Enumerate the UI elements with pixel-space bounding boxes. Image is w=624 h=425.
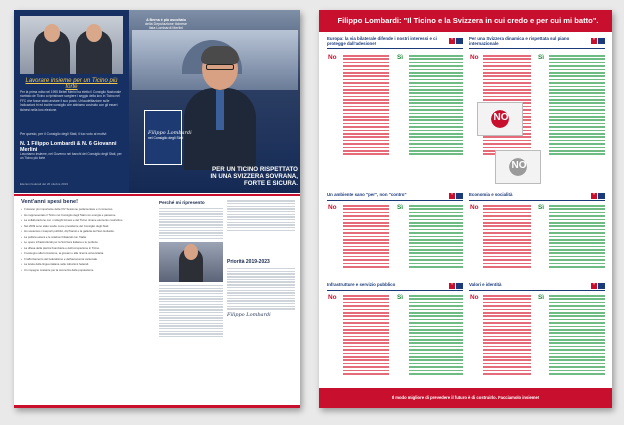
section-rule xyxy=(327,200,463,201)
no-stamp-grey-icon xyxy=(495,150,541,184)
candidate-portrait xyxy=(184,48,254,168)
no-list xyxy=(343,54,389,157)
no-list xyxy=(343,204,389,269)
achievement-item: • La collaborazione con i colleghi ticinesi e del Ticino rimane elemento costruttivo. xyxy=(21,219,151,223)
achievement-item: • Ho sostenuto i trasporti pubblici, AlpTransit e la galleria del San Gottardo. xyxy=(21,230,151,234)
hero-info-panel xyxy=(14,10,129,193)
hero-claim: PER UN TICINO RISPETTATO IN UNA SVIZZERA SOVRANA, FORTE E SICURA. xyxy=(210,166,298,187)
closing-signature: Filippo Lombardi xyxy=(227,311,271,318)
section-rule xyxy=(469,290,605,291)
candidate-head xyxy=(44,24,60,42)
election-date: Elezioni federali del 20 ottobre 2019 xyxy=(20,182,68,186)
signature-name: Filippo Lombardi xyxy=(148,130,192,136)
flyer-front-page xyxy=(14,10,300,408)
si-label: Sì xyxy=(538,204,545,211)
achievement-item: • La tutela della lingua italiana nelle istituzioni federali. xyxy=(21,263,151,267)
column-vent-anni xyxy=(21,199,151,274)
swiss-flags-icon xyxy=(591,283,605,289)
vote-subtext: Lavoriamo insieme, nel Governo nei banchi del Consiglio degli Stati, per un Ticino più forte xyxy=(20,152,122,161)
intro-text: Per la prima volta nel 1995 Bebel Merini ha eletto il Consiglio Nazionale ricettato de Ticino a ripristinare sceglere i seggio della loro in Ticino nel FFC che fosse stato avviare il suo posto. Un'audelitazione sulle Indicazioni tri ed inoltre consiglio che abbiamo costruito con gli esseri ticinesi nella loro elezione. xyxy=(20,90,121,112)
no-stamp-icon xyxy=(477,102,523,136)
flyer-back-page xyxy=(319,10,612,408)
title-banner xyxy=(319,10,612,32)
swiss-flags-icon xyxy=(591,193,605,199)
swiss-flags-icon xyxy=(449,193,463,199)
tagline-line-2: della Deputazione ticinese xyxy=(145,22,187,26)
si-label: Sì xyxy=(538,294,545,301)
no-label: No xyxy=(328,204,337,211)
candidate-head xyxy=(86,24,102,42)
achievement-item: • Ho rappresentato il Ticino nel Consiglio degli Stati con energia e passione. xyxy=(21,214,151,218)
section-valori-title: Valori e identità xyxy=(469,282,502,287)
no-label: No xyxy=(328,294,337,301)
page-title: Filippo Lombardi: "Il Ticino e la Svizzera in cui credo e per cui mi batto". xyxy=(337,16,599,25)
section-svizzera-title: Per una Svizzera dinamica e rispettata sul piano internazionale xyxy=(469,36,570,47)
bottom-red-bar xyxy=(14,405,300,408)
achievement-item: • La difesa della piazza finanziaria e dell'occupazione in Ticino. xyxy=(21,247,151,251)
text-block xyxy=(227,200,295,231)
section-economia-title: Economia e socialità xyxy=(469,192,513,197)
achievement-list xyxy=(21,208,151,272)
priorities-title: Priorità 2019-2023 xyxy=(227,259,270,266)
no-label: No xyxy=(470,54,479,61)
stamp-text: NO xyxy=(493,112,509,123)
column-ripresento xyxy=(159,199,223,339)
section-rule xyxy=(469,48,605,49)
si-list xyxy=(409,204,463,269)
achievement-item: • Nel 2009 sono stato scelto come presidente del Consiglio degli Stati. xyxy=(21,225,151,229)
achievement-item: • La politica estera e le relazioni bilaterali con l'Italia. xyxy=(21,236,151,240)
achievement-item: • Il rafforzamento del federalismo e dell'autonomia cantonale. xyxy=(21,258,151,262)
no-list xyxy=(483,204,531,269)
section-rule xyxy=(327,48,463,49)
tagline xyxy=(136,18,196,30)
portrait-hair xyxy=(201,46,239,64)
footer-slogan: Il modo migliore di prevedere il futuro è di costruirlo. Facciamolo insieme! xyxy=(391,395,540,400)
si-label: Sì xyxy=(397,294,404,301)
achievement-item: • Le opere infrastrutturali per la Svizzera italiana e le periferie. xyxy=(21,241,151,245)
vote-line: N. 1 Filippo Lombardi & N. 6 Giovanni Merlini xyxy=(20,141,117,153)
achievement-item: • Il dossier più importante della XIV Sessione parlamentare e il consenso. xyxy=(21,208,151,212)
section-europa-title: Europa: la via bilaterale difende i nostri interessi e ci protegge dall'adesione! xyxy=(327,36,437,47)
priorities-list xyxy=(227,268,295,310)
portrait-glasses xyxy=(206,64,234,70)
si-list xyxy=(549,54,605,157)
red-divider xyxy=(14,194,300,196)
column-title: Perché mi ripresento xyxy=(159,200,205,205)
section-infrastrutture-title: Infrastrutture e servizio pubblico xyxy=(327,282,396,287)
stamp-text: NO xyxy=(511,160,527,171)
no-label: No xyxy=(470,294,479,301)
candidate-photo xyxy=(159,242,223,282)
no-label: No xyxy=(470,204,479,211)
si-list xyxy=(409,294,463,376)
si-label: Sì xyxy=(397,54,404,61)
swiss-flags-icon xyxy=(449,38,463,44)
si-list xyxy=(549,294,605,376)
si-list xyxy=(549,204,605,269)
tagline-line-3: lista Lombardi Merlini xyxy=(149,26,183,30)
tagline-line-1: A Berna è più ascoltato xyxy=(146,18,186,22)
si-label: Sì xyxy=(538,54,545,61)
swiss-flags-icon xyxy=(449,283,463,289)
section-ambiente-title: Un ambiente sano "per", non "contro" xyxy=(327,192,407,197)
text-block xyxy=(159,285,223,337)
hero-banner xyxy=(14,10,300,193)
achievement-item: • Un impegno costante per la sicurezza della popolazione. xyxy=(21,269,151,273)
si-list xyxy=(409,54,463,157)
portrait-tie xyxy=(216,90,224,130)
si-label: Sì xyxy=(397,204,404,211)
signature-role: nel Consiglio degli Stati xyxy=(148,136,184,140)
duo-slogan: Lavorare insieme per un Ticino più forte xyxy=(25,78,118,90)
no-label: No xyxy=(328,54,337,61)
section-rule xyxy=(327,290,463,291)
candidates-duo-photo xyxy=(20,16,123,74)
section-rule xyxy=(469,200,605,201)
achievement-item: • Il sostegno alla formazione, ai giovani e alla ricerca universitaria. xyxy=(21,252,151,256)
no-list xyxy=(483,294,531,376)
vote-label: Per questo, per il Consiglio degli Stati, il tuo voto ai motivi: xyxy=(20,132,108,136)
no-list xyxy=(343,294,389,376)
column-title: Vent'anni spesi bene! xyxy=(21,199,78,205)
swiss-flags-icon xyxy=(591,38,605,44)
hero-signature xyxy=(148,130,192,140)
footer-banner xyxy=(319,388,612,408)
column-priorita xyxy=(227,199,295,318)
text-block xyxy=(159,208,223,239)
